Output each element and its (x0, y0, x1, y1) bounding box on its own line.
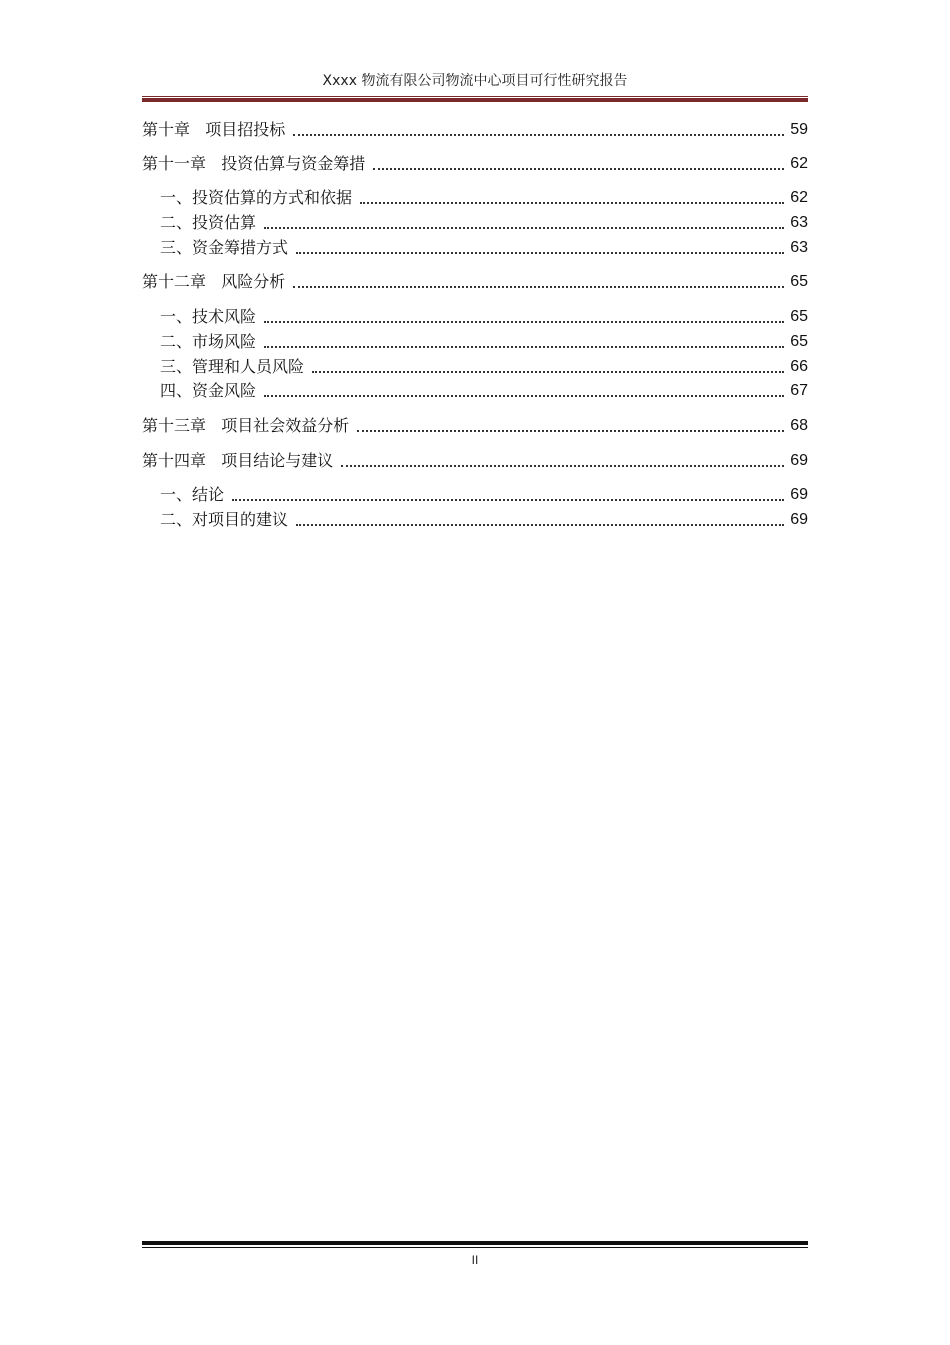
toc-entry-label: 四、资金风险 (160, 381, 257, 400)
toc-entry-page: 63 (790, 214, 808, 231)
header-rule-thick (142, 98, 808, 102)
toc-leader-dots (264, 346, 784, 348)
toc-leader-dots (312, 371, 784, 373)
footer-rule-thick (142, 1241, 808, 1245)
toc-entry-section[interactable] (160, 379, 808, 401)
toc-entry-chapter-12[interactable] (142, 270, 808, 292)
toc-leader-dots (232, 499, 784, 501)
toc-entry-label: 一、技术风险 (160, 307, 257, 326)
toc-entry-page: 65 (790, 308, 808, 325)
toc-entry-section[interactable] (160, 330, 808, 352)
toc-entry-label: 三、资金筹措方式 (160, 238, 289, 257)
toc-entry-page: 63 (790, 239, 808, 256)
toc-entry-label: 二、市场风险 (160, 332, 257, 351)
toc-entry-chapter-10[interactable] (142, 118, 808, 140)
footer-page-number: II (471, 1253, 479, 1267)
toc-leader-dots (296, 252, 784, 254)
header-rule (142, 96, 808, 97)
toc-entry-page: 67 (790, 382, 808, 399)
toc-entry-section[interactable] (160, 186, 808, 208)
toc-leader-dots (264, 321, 784, 323)
toc-entry-section[interactable] (160, 355, 808, 377)
toc-entry-label: 第十一章 投资估算与资金筹措 (142, 154, 366, 173)
toc-entry-label: 三、管理和人员风险 (160, 357, 305, 376)
toc-leader-dots (373, 168, 784, 170)
toc-leader-dots (293, 286, 784, 288)
toc-entry-label: 第十四章 项目结论与建议 (142, 451, 334, 470)
toc-leader-dots (264, 227, 784, 229)
toc-leader-dots (296, 524, 784, 526)
toc-leader-dots (341, 465, 784, 467)
toc-entry-section[interactable] (160, 211, 808, 233)
toc-entry-page: 69 (790, 486, 808, 503)
toc-entry-page: 59 (790, 121, 808, 138)
toc-entry-label: 二、投资估算 (160, 213, 257, 232)
toc-entry-page: 68 (790, 417, 808, 434)
toc-entry-page: 65 (790, 273, 808, 290)
toc-entry-page: 65 (790, 333, 808, 350)
toc-entry-page: 62 (790, 155, 808, 172)
toc-leader-dots (360, 202, 784, 204)
toc-entry-label: 第十章 项目招投标 (142, 120, 286, 139)
toc-entry-chapter-11[interactable] (142, 152, 808, 174)
toc-entry-page: 69 (790, 452, 808, 469)
toc-entry-page: 62 (790, 189, 808, 206)
footer-rule (142, 1247, 808, 1248)
toc-entry-page: 69 (790, 511, 808, 528)
header-title: Xxxx 物流有限公司物流中心项目可行性研究报告 (322, 73, 628, 89)
toc-entry-label: 一、投资估算的方式和依据 (160, 188, 353, 207)
toc-entry-label: 一、结论 (160, 485, 225, 504)
toc-entry-label: 二、对项目的建议 (160, 510, 289, 529)
toc-entry-chapter-13[interactable] (142, 414, 808, 436)
toc-leader-dots (293, 134, 784, 136)
toc-entry-label: 第十三章 项目社会效益分析 (142, 416, 350, 435)
toc-entry-chapter-14[interactable] (142, 449, 808, 471)
toc-leader-dots (264, 395, 784, 397)
toc-entry-section[interactable] (160, 236, 808, 258)
toc-entry-section[interactable] (160, 305, 808, 327)
toc-entry-section[interactable] (160, 483, 808, 505)
toc-leader-dots (357, 430, 784, 432)
toc-entry-section[interactable] (160, 508, 808, 530)
toc-entry-page: 66 (790, 358, 808, 375)
toc-entry-label: 第十二章 风险分析 (142, 272, 286, 291)
